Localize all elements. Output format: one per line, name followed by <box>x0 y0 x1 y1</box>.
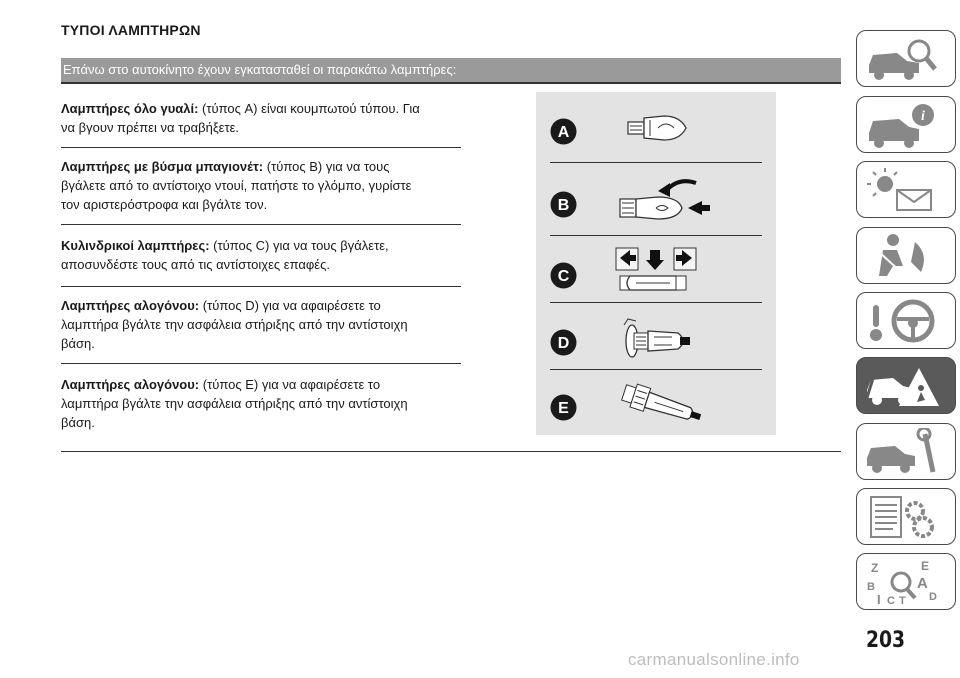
bulb-desc: βάση. <box>61 415 95 430</box>
figure-row-a <box>536 94 776 162</box>
svg-text:E: E <box>921 559 930 573</box>
figure-row-e <box>536 370 776 438</box>
tab-maintenance[interactable] <box>856 423 956 480</box>
divider <box>61 286 461 287</box>
letter-c: C <box>557 268 570 285</box>
figure-row-c <box>536 238 776 306</box>
tab-safety[interactable] <box>856 227 956 284</box>
bulb-desc: βάση. <box>61 336 95 351</box>
svg-text:D: D <box>929 591 937 603</box>
watermark: carmanualsonline.info <box>628 650 800 669</box>
letter-d: D <box>557 335 570 352</box>
bulb-name: Λαμπτήρες αλογόνου: <box>61 377 200 392</box>
bulb-desc: (τύπος A) είναι κουμπωτού τύπου. Για <box>198 101 420 116</box>
bulb-desc: να βγουν πρέπει να τραβήξετε. <box>61 120 240 135</box>
letter-a: A <box>557 124 570 141</box>
bulb-desc: (τύπος D) για να αφαιρέσετε το <box>199 298 381 313</box>
bulb-name: Λαμπτήρες αλογόνου: <box>61 298 200 313</box>
svg-text:Z: Z <box>871 561 879 575</box>
specifications-icon <box>863 493 941 541</box>
figure-row-b <box>536 167 776 235</box>
bulb-desc: βγάλετε από το αντίστοιχο ντουί, πατήστε το γλόμπο, γυρίστε <box>61 178 412 193</box>
svg-text:i: i <box>921 109 925 124</box>
wedge-bulb-icon <box>606 100 736 156</box>
steering-wheel-icon <box>863 297 941 345</box>
bulb-name: Λαμπτήρες όλο γυαλί: <box>61 101 199 116</box>
bulb-entry-d <box>61 296 461 353</box>
divider <box>61 363 461 364</box>
letter-badge-e <box>550 394 577 421</box>
svg-text:B: B <box>867 581 875 593</box>
tab-warning-lights[interactable] <box>856 161 956 218</box>
bulb-types-figure <box>536 92 776 435</box>
car-magnifier-icon <box>863 35 941 83</box>
bulb-desc: (τύπος C) για να τους βγάλετε, <box>209 238 389 253</box>
divider <box>61 147 461 148</box>
svg-text:I: I <box>877 592 881 606</box>
tab-driving[interactable] <box>856 292 956 349</box>
airbag-seat-icon <box>863 232 941 280</box>
bulb-desc: (τύπος B) για να τους <box>263 159 390 174</box>
car-breakdown-icon <box>863 362 941 410</box>
letter-badge-c <box>550 262 577 289</box>
letter-b: B <box>557 197 570 214</box>
festoon-bulb-icon <box>606 244 736 300</box>
tab-alphabetical-index[interactable] <box>856 553 956 610</box>
tab-car-info[interactable] <box>856 96 956 153</box>
figure-divider <box>550 302 762 303</box>
car-info-icon <box>863 101 941 149</box>
page-number: 203 <box>866 628 906 653</box>
bulb-entry-a <box>61 99 461 137</box>
bayonet-bulb-icon <box>606 173 736 229</box>
halogen-h1-bulb-icon <box>606 376 736 432</box>
bulb-name: Κυλινδρικοί λαμπτήρες: <box>61 238 210 253</box>
bulb-entry-c <box>61 236 461 274</box>
figure-row-d <box>536 305 776 373</box>
bulb-desc: τον αριστερόστροφα και βγάλτε τον. <box>61 197 268 212</box>
letter-badge-a <box>550 118 577 145</box>
tab-emergency[interactable] <box>856 357 956 414</box>
warning-lights-icon <box>863 166 941 214</box>
bulb-entry-e <box>61 375 461 432</box>
bulb-name: Λαμπτήρες με βύσμα μπαγιονέτ: <box>61 159 264 174</box>
divider <box>61 224 461 225</box>
bottom-rule <box>61 451 841 452</box>
page-title: ΤΥΠΟΙ ΛΑΜΠΤΗΡΩΝ <box>61 22 201 38</box>
svg-text:C: C <box>887 595 895 606</box>
figure-divider <box>550 162 762 163</box>
letter-e: E <box>558 400 569 417</box>
letter-badge-b <box>550 191 577 218</box>
bulb-desc: αποσυνδέστε τους από τις αντίστοιχες επαφές. <box>61 257 330 272</box>
bulb-entry-b <box>61 157 461 214</box>
intro-bar: Επάνω στο αυτοκίνητο έχουν εγκατασταθεί οι παρακάτω λαμπτήρες: <box>61 58 841 84</box>
car-service-icon <box>863 428 941 476</box>
bulb-desc: (τύπος E) για να αφαιρέσετε το <box>199 377 381 392</box>
bulb-desc: λαμπτήρα βγάλτε την ασφάλεια στήριξης από την αντίστοιχη <box>61 396 408 411</box>
alphabetical-index-icon <box>863 558 941 606</box>
halogen-h4-bulb-icon <box>606 311 736 367</box>
tab-specifications[interactable] <box>856 488 956 545</box>
letter-badge-d <box>550 329 577 356</box>
svg-text:A: A <box>917 575 928 592</box>
figure-divider <box>550 235 762 236</box>
svg-text:T: T <box>899 595 906 606</box>
bulb-desc: λαμπτήρα βγάλτε την ασφάλεια στήριξης από την αντίστοιχη <box>61 317 408 332</box>
tab-car-overview[interactable] <box>856 30 956 87</box>
